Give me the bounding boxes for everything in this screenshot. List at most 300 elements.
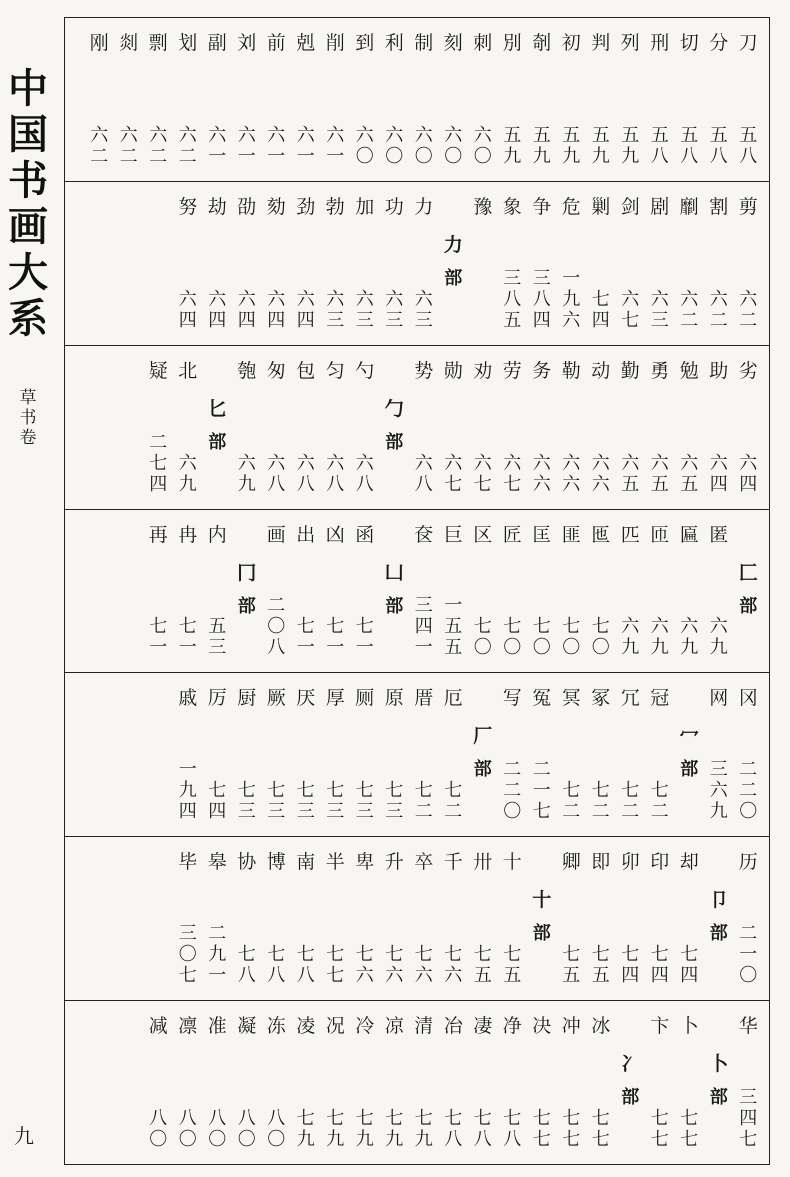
page-digit: 七 bbox=[444, 1108, 463, 1130]
page-digit: 七 bbox=[149, 616, 168, 638]
page-digit: 一 bbox=[208, 965, 227, 987]
entry-character: 准 bbox=[207, 1015, 227, 1038]
page-digit: 四 bbox=[208, 309, 227, 331]
page-digit: 四 bbox=[178, 801, 197, 823]
radical-header bbox=[704, 837, 734, 1000]
page-reference bbox=[232, 944, 262, 986]
entry-character: 冲 bbox=[561, 1015, 581, 1038]
page-reference bbox=[203, 1108, 233, 1150]
page-digit: 六 bbox=[414, 124, 433, 146]
radical-suffix: 部 bbox=[532, 923, 551, 945]
radical-header bbox=[380, 510, 410, 673]
character-entry bbox=[291, 837, 321, 1000]
entry-character: 勋 bbox=[443, 359, 463, 382]
page-digit: 七 bbox=[650, 1129, 669, 1151]
page-digit: 七 bbox=[178, 616, 197, 638]
page-digit: 七 bbox=[444, 780, 463, 802]
page-digit: 六 bbox=[326, 124, 345, 146]
radical-char: 卩 bbox=[709, 889, 729, 912]
character-entry bbox=[203, 182, 233, 345]
page-digit: 六 bbox=[237, 124, 256, 146]
page-reference bbox=[291, 944, 321, 986]
character-entry bbox=[616, 18, 646, 181]
radical-suffix: 部 bbox=[473, 759, 492, 781]
entry-character: 凌 bbox=[296, 1015, 316, 1038]
page-digit: 八 bbox=[149, 1108, 168, 1130]
page-digit: 七 bbox=[503, 1108, 522, 1130]
page-digit: 六 bbox=[355, 124, 374, 146]
page-digit: 六 bbox=[444, 452, 463, 474]
page-reference bbox=[203, 125, 233, 167]
page-digit: 一 bbox=[178, 637, 197, 659]
character-entry bbox=[380, 673, 410, 836]
page-digit: 二 bbox=[739, 923, 758, 945]
entry-character: 凉 bbox=[384, 1015, 404, 1038]
page-reference bbox=[321, 616, 351, 658]
page-digit: 七 bbox=[326, 944, 345, 966]
page-digit: 八 bbox=[503, 288, 522, 310]
character-entry bbox=[468, 182, 498, 345]
entry-character: 冉 bbox=[178, 523, 198, 546]
page-digit: 六 bbox=[739, 452, 758, 474]
volume-label bbox=[13, 388, 43, 448]
radical-char: 冂 bbox=[237, 561, 257, 584]
radical-char: 十 bbox=[532, 889, 552, 912]
character-entry bbox=[527, 673, 557, 836]
index-row bbox=[65, 510, 769, 674]
page-digit: 八 bbox=[503, 1129, 522, 1151]
page-digit: 六 bbox=[149, 124, 168, 146]
page-digit: 〇 bbox=[473, 637, 492, 659]
page-digit: 五 bbox=[621, 124, 640, 146]
page-reference bbox=[704, 125, 734, 167]
page-digit: 七 bbox=[591, 288, 610, 310]
page-reference bbox=[645, 1108, 675, 1150]
page-digit: 六 bbox=[444, 965, 463, 987]
page-digit: 九 bbox=[385, 1129, 404, 1151]
page-digit: 七 bbox=[178, 965, 197, 987]
entry-character: 清 bbox=[414, 1015, 434, 1038]
page-digit: 六 bbox=[709, 452, 728, 474]
page-reference bbox=[616, 453, 646, 495]
character-entry bbox=[557, 673, 587, 836]
entry-character: 华 bbox=[738, 1015, 758, 1038]
character-entry bbox=[557, 510, 587, 673]
page-reference bbox=[173, 125, 203, 167]
index-row bbox=[65, 673, 769, 837]
entry-character: 巨 bbox=[443, 523, 463, 546]
page-digit: 九 bbox=[650, 637, 669, 659]
page-reference bbox=[468, 453, 498, 495]
entry-character: 即 bbox=[591, 851, 611, 874]
page-digit: 一 bbox=[149, 637, 168, 659]
page-digit: 五 bbox=[739, 124, 758, 146]
page-reference bbox=[409, 944, 439, 986]
entry-character: 前 bbox=[266, 32, 286, 54]
page-digit: 七 bbox=[326, 616, 345, 638]
character-entry bbox=[586, 18, 616, 181]
page-reference bbox=[203, 923, 233, 986]
page-digit: 二 bbox=[739, 780, 758, 802]
page-reference bbox=[173, 453, 203, 495]
page-reference bbox=[409, 289, 439, 331]
page-digit: 七 bbox=[414, 944, 433, 966]
page-reference bbox=[144, 1108, 174, 1150]
page-number: 九 bbox=[14, 1124, 34, 1148]
page-reference bbox=[557, 1108, 587, 1150]
page-reference bbox=[291, 616, 321, 658]
radical-suffix: 部 bbox=[621, 1087, 640, 1109]
page-digit: 六 bbox=[267, 452, 286, 474]
page-reference bbox=[173, 923, 203, 986]
character-entry bbox=[85, 18, 115, 181]
entry-character: 包 bbox=[296, 359, 316, 382]
page-digit: 五 bbox=[591, 124, 610, 146]
page-reference bbox=[321, 944, 351, 986]
character-entry bbox=[173, 1001, 203, 1164]
page-digit: 七 bbox=[562, 616, 581, 638]
page-digit: 八 bbox=[473, 1129, 492, 1151]
page-digit: 九 bbox=[296, 1129, 315, 1151]
page-digit: 三 bbox=[208, 637, 227, 659]
entry-character: 奁 bbox=[414, 523, 434, 546]
page-reference bbox=[291, 453, 321, 495]
page-digit: 七 bbox=[149, 452, 168, 474]
character-entry bbox=[734, 837, 764, 1000]
entry-character: 厄 bbox=[443, 687, 463, 710]
character-entry bbox=[173, 510, 203, 673]
radical-header bbox=[439, 182, 469, 345]
page-digit: 〇 bbox=[414, 145, 433, 167]
entry-character: 卿 bbox=[561, 851, 581, 874]
character-entry bbox=[262, 673, 292, 836]
page-digit: 〇 bbox=[444, 145, 463, 167]
page-digit: 九 bbox=[621, 637, 640, 659]
character-entry bbox=[144, 1001, 174, 1164]
character-entry bbox=[203, 673, 233, 836]
page-digit: 六 bbox=[208, 124, 227, 146]
page-reference bbox=[350, 944, 380, 986]
page-digit: 〇 bbox=[267, 616, 286, 638]
entry-character: 卅 bbox=[473, 851, 493, 874]
page-digit: 八 bbox=[680, 145, 699, 167]
character-entry bbox=[586, 1001, 616, 1164]
character-entry bbox=[291, 1001, 321, 1164]
page-digit: 八 bbox=[296, 965, 315, 987]
page-digit: 六 bbox=[296, 124, 315, 146]
page-digit: 六 bbox=[385, 288, 404, 310]
radical-header bbox=[734, 510, 764, 673]
page-digit: 七 bbox=[591, 1108, 610, 1130]
page-digit: 二 bbox=[119, 145, 138, 167]
page-digit: 〇 bbox=[267, 1129, 286, 1151]
page-digit: 七 bbox=[473, 944, 492, 966]
character-entry bbox=[291, 346, 321, 509]
page-reference bbox=[321, 125, 351, 167]
page-reference bbox=[645, 289, 675, 331]
page-digit: 六 bbox=[326, 288, 345, 310]
page-reference bbox=[291, 780, 321, 822]
page-digit: 七 bbox=[680, 1129, 699, 1151]
entry-character: 厉 bbox=[207, 687, 227, 710]
page-digit: 六 bbox=[385, 124, 404, 146]
page-reference bbox=[498, 1108, 528, 1150]
character-entry bbox=[380, 1001, 410, 1164]
entry-character: 劣 bbox=[738, 359, 758, 382]
page-reference bbox=[262, 595, 292, 658]
page-digit: 三 bbox=[709, 759, 728, 781]
page-digit: 六 bbox=[650, 452, 669, 474]
character-entry bbox=[527, 510, 557, 673]
entry-character: 印 bbox=[650, 851, 670, 874]
page-digit: 八 bbox=[208, 1108, 227, 1130]
page-reference bbox=[439, 453, 469, 495]
entry-character: 决 bbox=[532, 1015, 552, 1038]
page-digit: 七 bbox=[326, 1108, 345, 1130]
page-digit: 一 bbox=[355, 637, 374, 659]
character-entry bbox=[350, 837, 380, 1000]
page-reference bbox=[557, 944, 587, 986]
entry-character: 剑 bbox=[620, 195, 640, 218]
page-digit: 一 bbox=[562, 267, 581, 289]
entry-character: 劭 bbox=[237, 195, 257, 218]
page-reference bbox=[173, 289, 203, 331]
entry-character: 助 bbox=[709, 359, 729, 382]
character-entry bbox=[586, 673, 616, 836]
page-digit: 四 bbox=[237, 309, 256, 331]
page-digit: 二 bbox=[149, 145, 168, 167]
page-digit: 一 bbox=[237, 145, 256, 167]
page-digit: 六 bbox=[414, 965, 433, 987]
page-digit: 八 bbox=[532, 288, 551, 310]
page-digit: 四 bbox=[414, 616, 433, 638]
entry-character: 匿 bbox=[709, 523, 729, 546]
page-digit: 四 bbox=[709, 473, 728, 495]
character-entry bbox=[498, 1001, 528, 1164]
page-digit: 九 bbox=[237, 473, 256, 495]
page-digit: 二 bbox=[444, 801, 463, 823]
page-digit: 〇 bbox=[591, 637, 610, 659]
character-entry bbox=[616, 182, 646, 345]
character-entry bbox=[232, 673, 262, 836]
character-entry bbox=[645, 346, 675, 509]
page-reference bbox=[498, 125, 528, 167]
page-reference bbox=[586, 780, 616, 822]
character-entry bbox=[203, 837, 233, 1000]
entry-character: 内 bbox=[207, 523, 227, 546]
entry-character: 协 bbox=[237, 851, 257, 874]
page-digit: 七 bbox=[237, 780, 256, 802]
page-reference bbox=[645, 453, 675, 495]
entry-character: 南 bbox=[296, 851, 316, 874]
page-digit: 六 bbox=[178, 452, 197, 474]
page-digit: 五 bbox=[503, 965, 522, 987]
page-reference bbox=[645, 944, 675, 986]
page-reference bbox=[704, 616, 734, 658]
entry-character: 动 bbox=[591, 359, 611, 382]
page-reference bbox=[203, 289, 233, 331]
page-digit: 五 bbox=[562, 124, 581, 146]
character-entry bbox=[616, 510, 646, 673]
character-entry bbox=[321, 18, 351, 181]
page-digit: 六 bbox=[650, 288, 669, 310]
entry-character: 划 bbox=[178, 32, 198, 54]
character-entry bbox=[291, 18, 321, 181]
page-digit: 六 bbox=[296, 288, 315, 310]
page-digit: 九 bbox=[591, 145, 610, 167]
page-reference bbox=[675, 125, 705, 167]
page-digit: 四 bbox=[149, 473, 168, 495]
page-digit: 七 bbox=[591, 1129, 610, 1151]
page-digit: 〇 bbox=[237, 1129, 256, 1151]
page-digit: 二 bbox=[739, 759, 758, 781]
entry-character: 皋 bbox=[207, 851, 227, 874]
page-reference bbox=[350, 1108, 380, 1150]
page-digit: 一 bbox=[296, 637, 315, 659]
character-entry bbox=[675, 182, 705, 345]
page-reference bbox=[616, 944, 646, 986]
entry-character: 利 bbox=[384, 32, 404, 54]
page-digit: 五 bbox=[473, 965, 492, 987]
entry-character: 劫 bbox=[207, 195, 227, 218]
entry-character: 勒 bbox=[561, 359, 581, 382]
entry-character: 匏 bbox=[237, 359, 257, 382]
page-digit: 九 bbox=[562, 145, 581, 167]
page-digit: 五 bbox=[208, 616, 227, 638]
radical-suffix: 部 bbox=[709, 923, 728, 945]
page-reference bbox=[321, 1108, 351, 1150]
page-digit: 六 bbox=[591, 452, 610, 474]
page-digit: 五 bbox=[650, 124, 669, 146]
page-digit: 八 bbox=[355, 473, 374, 495]
page-reference bbox=[675, 289, 705, 331]
character-entry bbox=[557, 18, 587, 181]
page-digit: 五 bbox=[503, 124, 522, 146]
entry-character: 十 bbox=[502, 851, 522, 874]
entry-character: 卑 bbox=[355, 851, 375, 874]
radical-char: 凵 bbox=[384, 561, 404, 584]
entry-character: 切 bbox=[679, 32, 699, 54]
page-digit: 四 bbox=[739, 473, 758, 495]
page-digit: 二 bbox=[680, 309, 699, 331]
page-digit: 八 bbox=[237, 965, 256, 987]
page-digit: 三 bbox=[326, 801, 345, 823]
page-digit: 七 bbox=[503, 616, 522, 638]
entry-character: 劾 bbox=[266, 195, 286, 218]
entry-character: 冶 bbox=[443, 1015, 463, 1038]
book-title-char: 书 bbox=[8, 158, 48, 204]
book-title-char: 国 bbox=[8, 112, 48, 158]
entry-character: 豫 bbox=[473, 195, 493, 218]
page-digit: 五 bbox=[562, 965, 581, 987]
page-digit: 六 bbox=[621, 452, 640, 474]
radical-char: 冖 bbox=[679, 725, 699, 748]
character-entry bbox=[616, 673, 646, 836]
page-digit: 六 bbox=[473, 452, 492, 474]
page-reference bbox=[616, 616, 646, 658]
page-digit: 九 bbox=[532, 145, 551, 167]
page-digit: 七 bbox=[473, 1108, 492, 1130]
character-entry bbox=[173, 182, 203, 345]
page-reference bbox=[675, 1108, 705, 1150]
entry-character: 列 bbox=[620, 32, 640, 54]
page-digit: 六 bbox=[414, 288, 433, 310]
character-entry bbox=[498, 18, 528, 181]
page-reference bbox=[262, 289, 292, 331]
page-digit: 七 bbox=[444, 473, 463, 495]
page-digit: 〇 bbox=[503, 801, 522, 823]
page-reference bbox=[350, 780, 380, 822]
page-reference bbox=[468, 125, 498, 167]
page-digit: 六 bbox=[178, 124, 197, 146]
page-digit: 九 bbox=[562, 288, 581, 310]
page-digit: 六 bbox=[267, 288, 286, 310]
character-entry bbox=[527, 182, 557, 345]
page-digit: 八 bbox=[650, 145, 669, 167]
book-title-char: 系 bbox=[8, 296, 48, 342]
page-digit: 三 bbox=[414, 309, 433, 331]
entry-character: 凛 bbox=[178, 1015, 198, 1038]
page-digit: 七 bbox=[267, 780, 286, 802]
character-entry bbox=[144, 18, 174, 181]
character-entry bbox=[409, 346, 439, 509]
page-reference bbox=[527, 125, 557, 167]
page-digit: 五 bbox=[532, 124, 551, 146]
page-reference bbox=[439, 944, 469, 986]
entry-character: 匜 bbox=[591, 523, 611, 546]
character-entry bbox=[409, 510, 439, 673]
page-reference bbox=[734, 759, 764, 822]
entry-character: 冻 bbox=[266, 1015, 286, 1038]
page-reference bbox=[439, 1108, 469, 1150]
page-digit: 九 bbox=[355, 1129, 374, 1151]
character-entry bbox=[675, 18, 705, 181]
page-reference bbox=[439, 595, 469, 658]
entry-character: 刚 bbox=[89, 32, 109, 54]
character-entry bbox=[675, 1001, 705, 1164]
page-reference bbox=[527, 453, 557, 495]
character-entry bbox=[409, 837, 439, 1000]
radical-suffix: 部 bbox=[444, 267, 463, 289]
page-digit: 六 bbox=[562, 473, 581, 495]
radical-header bbox=[616, 1001, 646, 1164]
entry-character: 危 bbox=[561, 195, 581, 218]
page-digit: 七 bbox=[326, 965, 345, 987]
radical-char: 匚 bbox=[738, 561, 758, 584]
page-digit: 七 bbox=[355, 616, 374, 638]
index-row bbox=[65, 346, 769, 510]
entry-character: 卒 bbox=[414, 851, 434, 874]
page-digit: 〇 bbox=[503, 637, 522, 659]
page-reference bbox=[262, 125, 292, 167]
entry-character: 刻 bbox=[443, 32, 463, 54]
page-digit: 六 bbox=[680, 616, 699, 638]
page-digit: 一 bbox=[532, 780, 551, 802]
character-entry bbox=[380, 182, 410, 345]
page-reference bbox=[232, 125, 262, 167]
character-entry bbox=[321, 510, 351, 673]
entry-character: 卞 bbox=[650, 1015, 670, 1038]
character-entry bbox=[439, 837, 469, 1000]
page-digit: 六 bbox=[355, 288, 374, 310]
page-reference bbox=[350, 289, 380, 331]
index-row bbox=[65, 18, 769, 182]
character-entry bbox=[468, 346, 498, 509]
page-digit: 五 bbox=[503, 309, 522, 331]
character-entry bbox=[291, 182, 321, 345]
entry-character: 努 bbox=[178, 195, 198, 218]
character-entry bbox=[468, 837, 498, 1000]
